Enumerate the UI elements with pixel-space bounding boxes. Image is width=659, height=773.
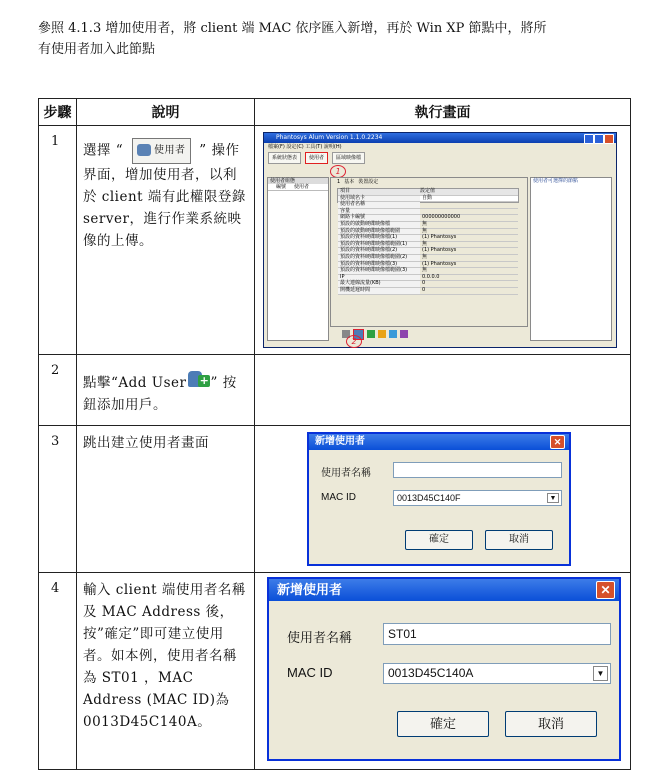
intro-line-2: 有使用者加入此節點 <box>38 42 156 57</box>
grid-row-item: 預設的資料硬碟映像檔(2) <box>338 248 420 254</box>
intro-line-1: 參照 4.1.3 增加使用者，將 client 端 MAC 依序匯入新增，再於 Win XP 節點中，將所 <box>38 21 547 36</box>
ok-button[interactable]: 確定 <box>397 711 489 737</box>
username-label: 使用者名稱 <box>287 630 353 645</box>
dialog-title-text: 新增使用者 <box>277 582 343 597</box>
export-icon[interactable] <box>389 330 397 338</box>
dialog-title <box>269 579 619 601</box>
marker-2: 2 <box>346 335 362 348</box>
header-screen: 執行畫面 <box>255 99 631 126</box>
mac-id-select[interactable] <box>393 490 562 506</box>
nodes-pane[interactable] <box>530 177 612 341</box>
grid-header-value: 設定值 <box>420 188 436 194</box>
tab-device[interactable]: 裝置設定 <box>358 179 379 185</box>
grid-row-item: 開機延遲時間 <box>338 288 420 294</box>
grid-row-value[interactable]: 0.0.0.0 <box>422 273 440 280</box>
dialog-title-text: 新增使用者 <box>315 436 365 447</box>
intro-paragraph <box>38 18 638 60</box>
system-status-button[interactable]: 系統狀態表 <box>268 152 301 164</box>
mac-id-select[interactable] <box>383 663 611 684</box>
close-icon[interactable] <box>604 134 614 144</box>
grid-row-item: 預設的資料硬碟映像檔範圍(3) <box>338 268 420 274</box>
app-screenshot <box>263 132 617 348</box>
desc-pre: 選擇 <box>83 142 111 159</box>
cancel-button[interactable]: 取消 <box>505 711 597 737</box>
grid-row-item: 使用域名卡 <box>338 196 420 202</box>
ok-button[interactable]: 確定 <box>405 530 473 550</box>
table-row <box>39 355 631 426</box>
minimize-icon[interactable] <box>584 134 594 144</box>
app-toolbar <box>264 151 616 165</box>
user-detail-pane <box>330 177 528 327</box>
grid-row-item: 最大連線流量(KB) <box>338 281 420 287</box>
grid-row-value[interactable]: 無 <box>422 253 428 260</box>
grid-row-item: 容量 <box>338 209 420 215</box>
header-desc: 說明 <box>77 99 255 126</box>
mac-id-label: MAC ID <box>321 492 356 503</box>
grid-row-item: 使用者名稱 <box>338 202 420 208</box>
step-description: 輸入 client 端使用者名稱及 MAC Address 後，按”確定”即可建立使用者。如本例，使用者名稱為 ST01 ，MAC Address (MAC ID)為 0013D45C140A。 <box>83 582 246 730</box>
left-tab[interactable]: 使用者組態 <box>268 178 328 184</box>
table-row <box>39 426 631 573</box>
users-button-icon <box>132 138 191 164</box>
username-field[interactable]: ST01 <box>383 623 611 645</box>
header-step: 步驟 <box>39 99 77 126</box>
grid-row-value[interactable]: (1) Phantosys <box>422 247 457 254</box>
grid-row-value[interactable]: 無 <box>422 240 428 247</box>
quote-close: ” <box>210 375 218 391</box>
detail-tabs <box>331 178 527 186</box>
close-icon[interactable]: ✕ <box>596 581 615 599</box>
table-row <box>39 573 631 770</box>
grid-row-item: 預設的資料硬碟映像檔(1) <box>338 235 420 241</box>
tab-basic[interactable]: 基本 <box>344 179 355 185</box>
grid-row-value[interactable]: (1) Phantosys <box>422 260 457 267</box>
grid-row-value[interactable]: 無 <box>422 220 428 227</box>
grid-row-value[interactable]: 000000000000 <box>422 214 461 221</box>
app-title: Phantosys Alum Version 1.1.0.2234 <box>276 134 383 141</box>
mac-id-value: 0013D45C140A <box>388 666 474 680</box>
left-columns <box>268 184 328 191</box>
table-row <box>39 126 631 355</box>
grid-row-item: IP <box>338 275 420 281</box>
edit-user-icon[interactable] <box>367 330 375 338</box>
grid-row-value[interactable]: 0 <box>422 280 426 287</box>
col-id: 編號 <box>276 184 287 190</box>
grid-row-value[interactable]: (1) Phantosys <box>422 234 457 241</box>
marker-1: 1 <box>330 165 346 178</box>
grid-row[interactable] <box>338 196 518 203</box>
step-number: 4 <box>51 581 60 596</box>
grid-header-item: 項目 <box>340 188 351 194</box>
app-titlebar <box>264 133 616 143</box>
mac-id-value: 0013D45C140F <box>397 493 461 503</box>
quote-open: “ <box>115 142 124 159</box>
dialog-title <box>309 434 569 450</box>
step-number: 2 <box>51 363 60 378</box>
col-user: 使用者 <box>294 184 310 190</box>
add-user-dialog-small <box>307 432 571 566</box>
import-icon[interactable] <box>378 330 386 338</box>
user-list-pane[interactable] <box>267 177 329 341</box>
desc-pre: 點擊“Add User <box>83 375 187 391</box>
users-button[interactable]: 使用者 <box>305 152 328 164</box>
grid-row-value[interactable] <box>420 202 422 208</box>
step-number: 3 <box>51 434 60 449</box>
grid-row-item: 預設的資料硬碟映像檔(3) <box>338 262 420 268</box>
add-user-icon: + <box>186 369 210 391</box>
add-user-dialog-large <box>267 577 621 761</box>
grid-row-value[interactable]: 自動 <box>422 194 433 201</box>
step-description <box>77 126 254 252</box>
chevron-down-icon[interactable]: ▼ <box>593 666 608 681</box>
grid-row[interactable] <box>338 288 518 295</box>
step-number: 1 <box>51 134 60 149</box>
step-description <box>77 355 254 416</box>
username-label: 使用者名稱 <box>321 468 371 479</box>
grid-row-item: 預設的資料硬碟映像檔範圍(2) <box>338 255 420 261</box>
username-field[interactable] <box>393 462 562 478</box>
mac-id-label: MAC ID <box>287 665 333 680</box>
grid-row-item: 預設的啟動硬碟映像檔範圍 <box>338 229 420 235</box>
steps-table <box>38 98 631 770</box>
grid-row-value[interactable]: 無 <box>422 267 428 274</box>
grid-row-value[interactable]: 無 <box>422 227 428 234</box>
grid-row-value[interactable]: 0 <box>422 286 426 293</box>
quote-close: ” <box>199 142 207 159</box>
desc-post: 操作界面，增加使用者，以利於 client 端有此權限登錄 server，進行作業系統映像的上傳。 <box>83 142 246 249</box>
tab-1[interactable]: 1 <box>337 179 341 185</box>
step-description: 跳出建立使用者畫面 <box>83 435 209 451</box>
grid-row-item: 預設的啟動硬碟映像檔 <box>338 222 420 228</box>
chevron-down-icon[interactable]: ▼ <box>547 493 559 503</box>
local-image-button[interactable]: 區域映像檔 <box>332 152 365 164</box>
close-icon[interactable]: ✕ <box>550 435 565 449</box>
grid-row[interactable] <box>338 202 518 209</box>
users-icon <box>137 144 151 156</box>
cancel-button[interactable]: 取消 <box>485 530 553 550</box>
grid-row-item: 網路卡編號 <box>338 215 420 221</box>
nodes-pane-title: 使用者可選擇的節點 <box>533 178 579 184</box>
group-icon[interactable] <box>400 330 408 338</box>
grid-row-item: 預設的資料硬碟映像檔範圍(1) <box>338 242 420 248</box>
users-icon-label: 使用者 <box>154 145 186 156</box>
app-menubar[interactable]: 檔案(F) 設定(C) 工具(T) 說明(H) <box>268 144 342 150</box>
desc-post: 按鈕添加用戶。 <box>83 375 237 413</box>
properties-grid[interactable] <box>337 188 519 293</box>
maximize-icon[interactable] <box>594 134 604 144</box>
